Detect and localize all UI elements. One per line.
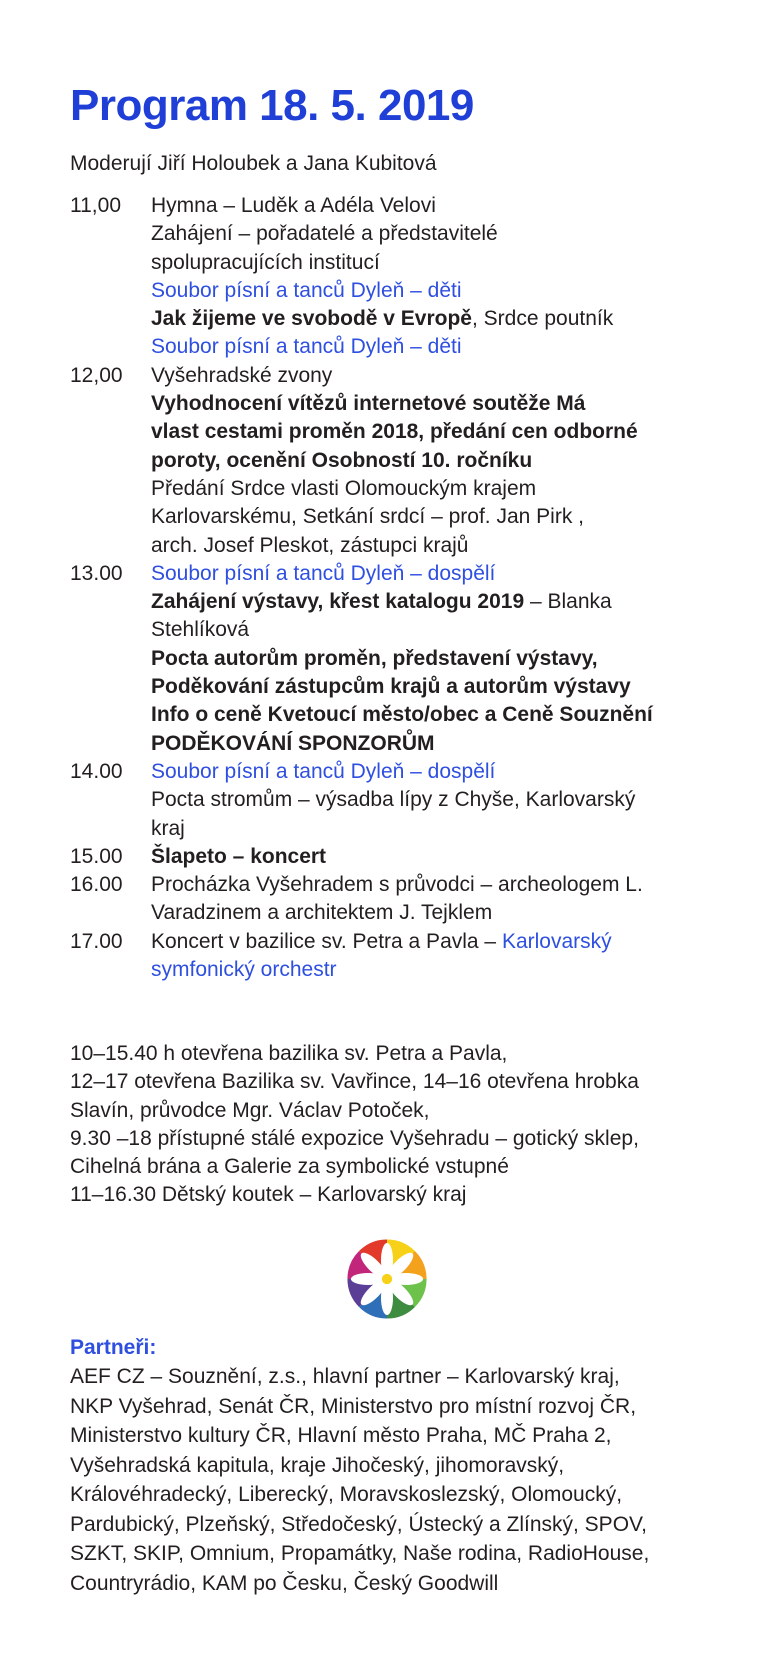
schedule-row [70,843,710,871]
schedule-text: Zahájení výstavy, křest katalogu 2019 [151,590,525,614]
partners-line: NKP Vyšehrad, Senát ČR, Ministerstvo pro místní rozvoj ČR, [70,1394,637,1418]
schedule-line [151,956,710,984]
schedule-text: Info o ceně Kvetoucí město/obec a Ceně Souznění [151,703,653,727]
opening-hours-line: 11–16.30 Dětský koutek – Karlovarský kraj [70,1183,467,1207]
schedule-line [151,645,710,673]
schedule-line [151,192,710,220]
schedule-text: Jak žijeme ve svobodě v Evropě [151,307,472,331]
partners-line: Countryrádio, KAM po Česku, Český Goodwill [70,1571,499,1595]
opening-hours-line: Slavín, průvodce Mgr. Václav Potoček, [70,1098,430,1122]
schedule-line [151,560,710,588]
schedule-line [151,333,710,361]
schedule-row [70,362,710,560]
schedule-line [151,730,710,758]
schedule-time: 11,00 [70,194,121,217]
schedule-text: poroty, ocenění Osobností 10. ročníku [151,448,533,472]
schedule-text: Vyhodnocení vítězů internetové soutěže Má [151,392,586,416]
opening-hours-line: Cihelná brána a Galerie za symbolické vstupné [70,1155,509,1179]
schedule-items [151,843,710,871]
schedule-text: Poděkování zástupcům krajů a autorům výstavy [151,675,631,699]
performer-text: Karlovarský [501,929,612,953]
schedule-line [151,503,710,531]
schedule-line [151,277,710,305]
schedule-text: kraj [151,816,185,840]
opening-hours-line: 12–17 otevřena Bazilika sv. Vavřince, 14–16 otevřena hrobka [70,1070,639,1094]
schedule-text: – Blanka [524,590,612,614]
schedule-text: arch. Josef Pleskot, zástupci krajů [151,533,469,557]
schedule-text: Koncert v bazilice sv. Petra a Pavla – [151,929,502,953]
schedule-line [151,532,710,560]
schedule-items [151,928,710,985]
performer-text: Soubor písní a tanců Dyleň – dospělí [151,561,496,585]
opening-hours-line: 9.30 –18 přístupné stálé expozice Vyšehradu – gotický sklep, [70,1126,639,1150]
schedule-line [151,475,710,503]
flower-logo-icon [344,1236,430,1322]
schedule-line [151,588,710,616]
schedule-line [151,616,710,644]
schedule-time: 17.00 [70,929,123,953]
performer-text: Soubor písní a tanců Dyleň – děti [151,278,462,302]
schedule-line [151,418,710,446]
schedule-row [70,560,710,758]
partners-line: Královéhradecký, Liberecký, Moravskoslezský, Olomoucký, [70,1483,623,1506]
schedule-line [151,249,710,277]
schedule-items [151,758,710,843]
schedule-text: PODĚKOVÁNÍ SPONZORŮM [151,731,435,755]
schedule-text: Varadzinem a architektem J. Tejklem [151,901,493,925]
partners-line: Vyšehradská kapitula, kraje Jihočeský, jihomoravský, [70,1453,565,1477]
schedule-text: Stehlíková [151,618,250,642]
schedule-time: 12,00 [70,363,123,387]
schedule-line [151,362,710,390]
schedule-time: 14.00 [70,759,123,783]
schedule-line [151,390,710,418]
schedule-row [70,928,710,985]
schedule-text: Zahájení – pořadatelé a představitelé [151,222,498,246]
performer-text: Soubor písní a tanců Dyleň – děti [151,335,462,359]
schedule-line [151,701,710,729]
schedule [70,192,710,984]
schedule-items [151,362,710,560]
schedule-row [70,871,710,928]
partners-line: Pardubický, Plzeňský, Středočeský, Ústecký a Zlínský, SPOV, [70,1512,647,1536]
moderators-text: Moderují Jiří Holoubek a Jana Kubitová [70,152,437,175]
schedule-row [70,192,710,362]
schedule-items [151,192,710,362]
schedule-time: 15.00 [70,844,123,868]
schedule-text: Pocta stromům – výsadba lípy z Chyše, Karlovarský [151,788,636,812]
performer-text: symfonický orchestr [151,958,337,982]
schedule-row [70,758,710,843]
schedule-line [151,899,710,927]
schedule-items [151,871,710,928]
partners-line: Ministerstvo kultury ČR, Hlavní město Praha, MČ Praha 2, [70,1424,612,1447]
schedule-time: 13.00 [70,561,123,585]
schedule-text: spolupracujících institucí [151,250,380,274]
schedule-text: Karlovarskému, Setkání srdcí – prof. Jan Pirk , [151,505,585,529]
performer-text: Soubor písní a tanců Dyleň – dospělí [151,759,496,783]
schedule-items [151,560,710,758]
partners-line: AEF CZ – Souznění, z.s., hlavní partner – Karlovarský kraj, [70,1365,620,1388]
schedule-line [151,815,710,843]
schedule-line [151,447,710,475]
schedule-line [151,928,710,956]
logo-center [382,1274,392,1284]
schedule-line [151,786,710,814]
schedule-text: Pocta autorům proměn, představení výstavy, [151,646,598,670]
schedule-text: Šlapeto – koncert [151,844,327,868]
schedule-line [151,305,710,333]
schedule-line [151,843,710,871]
opening-hours [70,1040,730,1210]
schedule-text: vlast cestami proměn 2018, předání cen odborné [151,420,638,444]
schedule-text: Procházka Vyšehradem s průvodci – archeologem L. [151,873,643,897]
partners-title: Partneři: [70,1336,157,1359]
schedule-line [151,758,710,786]
schedule-line [151,220,710,248]
schedule-text: Vyšehradské zvony [151,363,333,387]
schedule-text: Předání Srdce vlasti Olomouckým krajem [151,476,537,500]
partners-line: SZKT, SKIP, Omnium, Propamátky, Naše rodina, RadioHouse, [70,1542,650,1565]
schedule-text: Hymna – Luděk a Adéla Velovi [151,194,436,217]
schedule-line [151,673,710,701]
schedule-time: 16.00 [70,873,123,897]
schedule-text: , Srdce poutník [472,307,614,331]
schedule-line [151,871,710,899]
opening-hours-line: 10–15.40 h otevřena bazilika sv. Petra a Pavla, [70,1042,508,1065]
partners-text [70,1362,730,1598]
page-title: Program 18. 5. 2019 [70,81,474,130]
